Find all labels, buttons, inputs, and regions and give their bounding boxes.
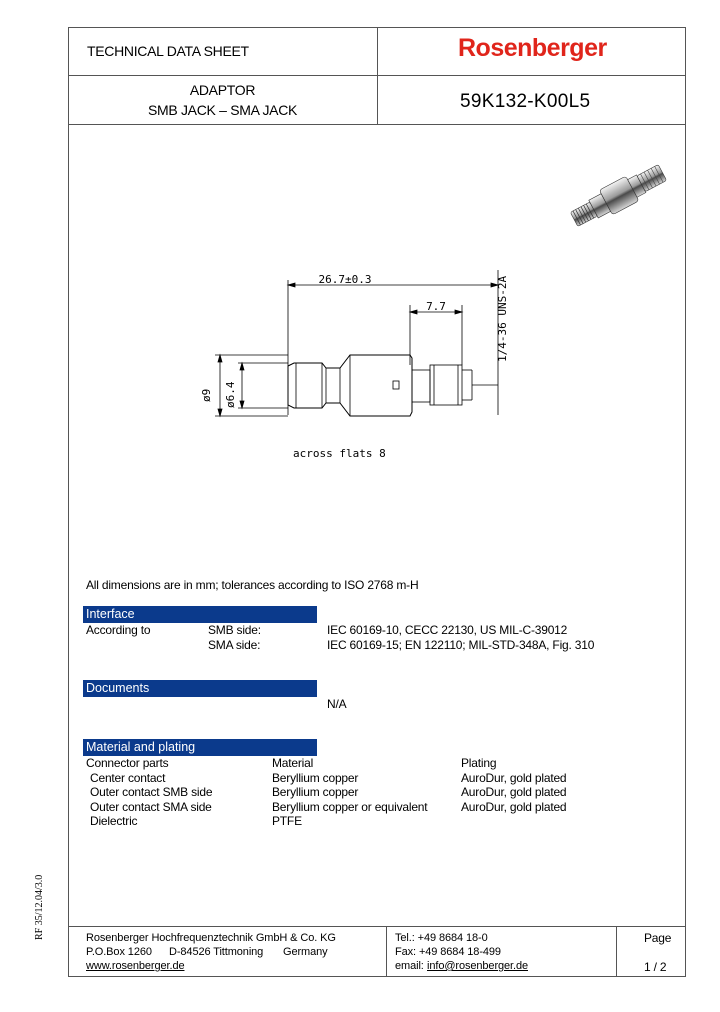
footer-tel: Tel.: +49 8684 18-0 [395, 932, 488, 944]
document-title: TECHNICAL DATA SHEET [87, 43, 249, 59]
side-code: RF 35/12.04/3.0 [34, 874, 45, 940]
col-plating: Plating [461, 756, 497, 770]
part-name: Outer contact SMA side [90, 800, 212, 814]
smb-side-label: SMB side: [208, 623, 261, 637]
footer-column-divider-2 [616, 926, 617, 977]
col-material: Material [272, 756, 314, 770]
sma-side-label: SMA side: [208, 638, 261, 652]
sma-side-standard: IEC 60169-15; EN 122110; MIL-STD-348A, Fig. 310 [327, 638, 595, 652]
footer-email-label: email: [395, 960, 424, 972]
footer-fax: Fax: +49 8684 18-499 [395, 946, 501, 958]
short-dimension: 7.7 [426, 300, 446, 313]
material-heading: Material and plating [83, 739, 317, 755]
part-name: Outer contact SMB side [90, 785, 213, 799]
footer-column-divider-1 [386, 926, 387, 977]
footer-divider [68, 926, 686, 927]
part-material: PTFE [272, 814, 302, 828]
length-dimension: 26.7±0.3 [318, 273, 372, 286]
footer-country: Germany [283, 946, 328, 958]
part-name: Center contact [90, 771, 166, 785]
footer-address: D-84526 Tittmoning [169, 946, 264, 958]
rosenberger-logo: Rosenberger [458, 34, 607, 62]
interface-heading: Interface [83, 606, 317, 622]
part-plating: AuroDur, gold plated [461, 771, 567, 785]
documents-value: N/A [327, 697, 347, 711]
thread-spec: 1/4-36 UNS-2A [496, 275, 509, 362]
page-label: Page [644, 931, 672, 945]
part-material: Beryllium copper [272, 785, 359, 799]
product-photo [560, 150, 680, 240]
footer-company: Rosenberger Hochfrequenztechnik GmbH & Co. KG [86, 932, 336, 944]
documents-heading: Documents [83, 680, 317, 696]
smb-side-standard: IEC 60169-10, CECC 22130, US MIL-C-39012 [327, 623, 568, 637]
page-number: 1 / 2 [644, 960, 667, 974]
part-number: 59K132-K00L5 [460, 91, 591, 112]
inner-diameter: ø6.4 [224, 381, 237, 408]
website-link[interactable]: www.rosenberger.de [86, 960, 185, 972]
product-description: SMB JACK – SMA JACK [147, 102, 298, 118]
product-type: ADAPTOR [189, 82, 256, 98]
according-to-label: According to [86, 623, 151, 637]
part-plating: AuroDur, gold plated [461, 800, 567, 814]
outer-diameter: ø9 [200, 388, 213, 402]
technical-drawing [190, 250, 520, 460]
part-material: Beryllium copper or equivalent [272, 800, 428, 814]
part-plating: AuroDur, gold plated [461, 785, 567, 799]
documents-underline [83, 696, 317, 697]
part-name: Dielectric [90, 814, 138, 828]
part-material: Beryllium copper [272, 771, 359, 785]
col-connector-parts: Connector parts [86, 756, 169, 770]
across-flats-label: across flats 8 [293, 447, 386, 460]
footer-pobox: P.O.Box 1260 [86, 946, 152, 958]
email-link[interactable]: info@rosenberger.de [427, 960, 528, 972]
header-column-divider [377, 27, 378, 125]
tolerance-note: All dimensions are in mm; tolerances according to ISO 2768 m-H [86, 578, 419, 592]
